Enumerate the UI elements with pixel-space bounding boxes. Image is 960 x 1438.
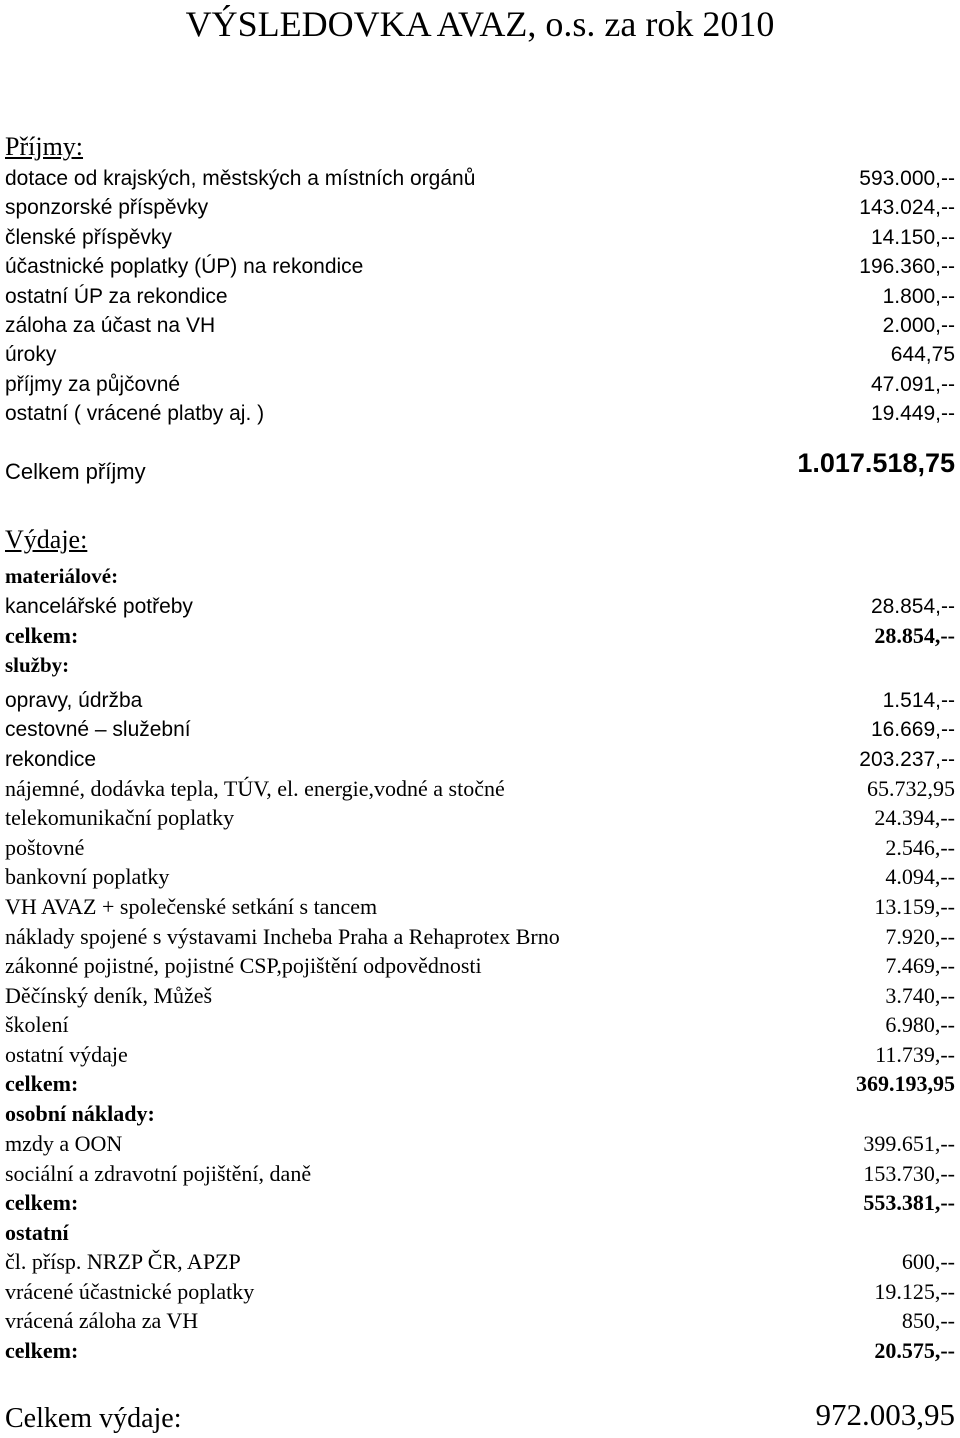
row-value: 196.360,--	[859, 255, 955, 278]
row-label: záloha za účast na VH	[5, 314, 216, 337]
row-label: čl. přísp. NRZP ČR, APZP	[5, 1249, 241, 1274]
expense-row	[5, 1247, 955, 1276]
material-total-row	[5, 621, 955, 650]
subtotal-label: celkem:	[5, 1190, 79, 1215]
row-label: mzdy a OON	[5, 1131, 123, 1156]
subtotal-value: 20.575,--	[874, 1338, 955, 1363]
expenses-grand-total-row	[5, 1397, 955, 1438]
row-label: ostatní výdaje	[5, 1042, 128, 1067]
grand-total-label: Celkem výdaje:	[5, 1403, 182, 1434]
row-label: školení	[5, 1012, 69, 1037]
expense-row	[5, 803, 955, 832]
row-label: členské příspěvky	[5, 226, 172, 249]
subtotal-value: 553.381,--	[863, 1190, 955, 1215]
row-label: úroky	[5, 343, 57, 366]
income-total-value: 1.017.518,75	[797, 448, 955, 478]
row-value: 19.125,--	[874, 1279, 955, 1304]
row-value: 6.980,--	[885, 1012, 955, 1037]
row-value: 14.150,--	[870, 226, 955, 249]
income-total-row	[5, 448, 955, 491]
expense-row	[5, 833, 955, 862]
other-total-row	[5, 1336, 955, 1365]
row-label: účastnické poplatky (ÚP) na rekondice	[5, 255, 364, 278]
subtotal-value: 369.193,95	[856, 1071, 955, 1096]
row-label: ostatní ÚP za rekondice	[5, 285, 228, 308]
row-label: telekomunikační poplatky	[5, 805, 235, 830]
expense-row	[5, 1277, 955, 1306]
expense-row	[5, 892, 955, 921]
row-value: 143.024,--	[859, 196, 955, 219]
row-value: 11.739,--	[875, 1042, 955, 1067]
row-label: opravy, údržba	[5, 689, 143, 712]
row-value: 7.469,--	[885, 953, 955, 978]
row-label: VH AVAZ + společenské setkání s tancem	[5, 894, 378, 919]
expense-row	[5, 922, 955, 951]
personnel-total-row	[5, 1188, 955, 1217]
income-row	[5, 223, 955, 252]
row-value: 644,75	[890, 343, 955, 366]
material-heading: materiálové:	[5, 564, 119, 588]
subtotal-label: celkem:	[5, 623, 79, 648]
expense-row	[5, 1159, 955, 1188]
income-row	[5, 164, 955, 193]
other-heading: ostatní	[5, 1220, 69, 1245]
expense-row	[5, 686, 955, 715]
row-label: ostatní ( vrácené platby aj. )	[5, 402, 265, 425]
row-value: 65.732,95	[867, 776, 955, 801]
subtotal-label: celkem:	[5, 1071, 79, 1096]
grand-total-value: 972.003,95	[815, 1397, 955, 1432]
personnel-heading-row	[5, 1099, 955, 1128]
row-value: 153.730,--	[863, 1161, 955, 1186]
row-label: sponzorské příspěvky	[5, 196, 209, 219]
expense-row	[5, 1306, 955, 1335]
row-value: 203.237,--	[859, 748, 955, 771]
row-value: 24.394,--	[874, 805, 955, 830]
document-title: VÝSLEDOVKA AVAZ, o.s. za rok 2010	[185, 4, 775, 44]
row-label: poštovné	[5, 835, 85, 860]
income-row	[5, 399, 955, 428]
row-value: 1.514,--	[882, 689, 955, 712]
row-label: příjmy za půjčovné	[5, 373, 181, 396]
row-value: 16.669,--	[870, 718, 955, 741]
subtotal-value: 28.854,--	[874, 623, 955, 648]
row-value: 2.000,--	[882, 314, 955, 337]
expense-row	[5, 981, 955, 1010]
services-heading: služby:	[5, 653, 70, 677]
row-label: zákonné pojistné, pojistné CSP,pojištění odpovědnosti	[5, 953, 482, 978]
subtotal-label: celkem:	[5, 1338, 79, 1363]
row-value: 1.800,--	[882, 285, 955, 308]
row-value: 850,--	[901, 1308, 955, 1333]
income-row	[5, 282, 955, 311]
personnel-heading: osobní náklady:	[5, 1101, 155, 1126]
expense-row	[5, 1010, 955, 1039]
row-label: rekondice	[5, 748, 97, 771]
row-label: cestovné – služební	[5, 718, 191, 741]
row-label: vrácená záloha za VH	[5, 1308, 199, 1333]
expense-row	[5, 592, 955, 621]
row-value: 593.000,--	[859, 167, 955, 190]
expense-row	[5, 862, 955, 891]
row-value: 13.159,--	[874, 894, 955, 919]
row-value: 600,--	[901, 1249, 955, 1274]
row-label: sociální a zdravotní pojištění, daně	[5, 1161, 312, 1186]
row-label: náklady spojené s výstavami Incheba Praha a Rehaprotex Brno	[5, 924, 560, 949]
expense-row	[5, 774, 955, 803]
row-label: kancelářské potřeby	[5, 595, 193, 618]
expense-row	[5, 1040, 955, 1069]
row-label: dotace od krajských, městských a místních orgánů	[5, 167, 476, 190]
expense-row	[5, 1129, 955, 1158]
income-total-label: Celkem příjmy	[5, 459, 146, 484]
income-row	[5, 311, 955, 340]
expense-row	[5, 951, 955, 980]
income-row	[5, 370, 955, 399]
row-value: 7.920,--	[885, 924, 955, 949]
row-label: bankovní poplatky	[5, 864, 170, 889]
row-label: vrácené účastnické poplatky	[5, 1279, 255, 1304]
income-row	[5, 252, 955, 281]
expense-row	[5, 715, 955, 744]
other-heading-row	[5, 1218, 955, 1247]
row-value: 3.740,--	[885, 983, 955, 1008]
row-value: 47.091,--	[870, 373, 955, 396]
row-value: 2.546,--	[885, 835, 955, 860]
income-row	[5, 193, 955, 222]
row-value: 399.651,--	[863, 1131, 955, 1156]
services-total-row	[5, 1069, 955, 1098]
row-value: 19.449,--	[870, 402, 955, 425]
row-label: nájemné, dodávka tepla, TÚV, el. energie,vodné a stočné	[5, 776, 505, 801]
row-value: 28.854,--	[870, 595, 955, 618]
income-row	[5, 340, 955, 369]
expense-row	[5, 745, 955, 774]
row-value: 4.094,--	[885, 864, 955, 889]
expenses-heading: Výdaje:	[5, 525, 88, 554]
income-heading: Příjmy:	[5, 132, 84, 161]
row-label: Děčínský deník, Můžeš	[5, 983, 213, 1008]
